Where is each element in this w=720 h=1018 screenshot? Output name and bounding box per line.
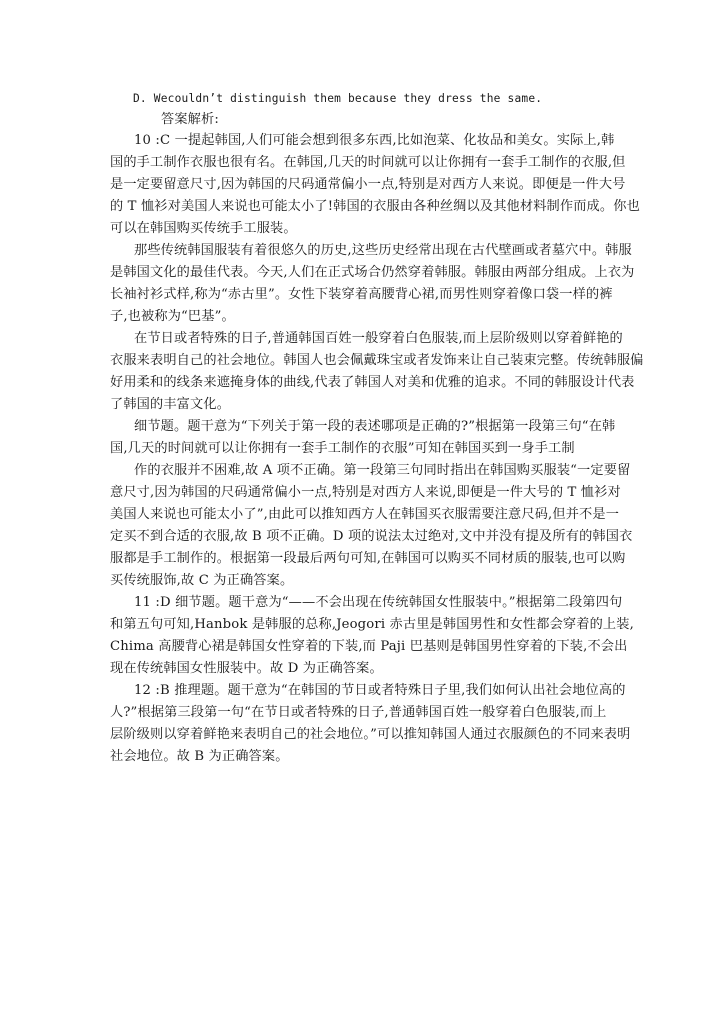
text-line: 现在传统韩国女性服装中。故 D 为正确答案。 (110, 661, 383, 676)
text-line: 和第五句可知,Hanbok 是韩服的总称,Jeogori 赤古里是韩国男性和女性都会穿着的上装, (110, 617, 634, 632)
text-line: 社会地位。故 B 为正确答案。 (110, 749, 289, 764)
text-line: 了韩国的丰富文化。 (110, 397, 231, 412)
text-line: 子,也被称为“巴基”。 (110, 309, 235, 324)
text-line: 好用柔和的线条来遮掩身体的曲线,代表了韩国人对美和优雅的追求。不同的韩服设计代表 (110, 375, 635, 390)
text-line: 10 :C 一提起韩国,人们可能会想到很多东西,比如泡菜、化妆品和美女。实际上,韩 (134, 133, 615, 148)
text-line: 人?”根据第三段第一句“在节日或者特殊的日子,普通韩国百姓一般穿着白色服装,而上 (110, 705, 607, 720)
text-line: 细节题。题干意为“下列关于第一段的表述哪项是正确的?”根据第一段第三句“在韩 (134, 419, 616, 434)
text-line: 长袖衬衫式样,称为“赤古里”。女性下装穿着高腰背心裙,而男性则穿着像口袋一样的裤 (110, 287, 613, 302)
text-line: 的 T 恤衫对美国人来说也可能太小了!韩国的衣服由各种丝绸以及其他材料制作而成。你也 (110, 199, 640, 214)
text-line: 意尺寸,因为韩国的尺码通常偏小一点,特别是对西方人来说,即便是一件大号的 T 恤衫对 (110, 485, 621, 500)
text-line: 定买不到合适的衣服,故 B 项不正确。D 项的说法太过绝对,文中并没有提及所有的韩国衣 (110, 529, 633, 544)
text-line: 层阶级则以穿着鲜艳来表明自己的社会地位。”可以推知韩国人通过衣服颜色的不同来表明 (110, 727, 631, 742)
text-line: 服都是手工制作的。根据第一段最后两句可知,在韩国可以购买不同材质的服装,也可以购 (110, 551, 626, 566)
text-line: 12 :B 推理题。题干意为“在韩国的节日或者特殊日子里,我们如何认出社会地位高的 (134, 683, 626, 698)
text-line: Chima 高腰背心裙是韩国女性穿着的下装,而 Paji 巴基则是韩国男性穿着的下装,不会出 (110, 639, 628, 654)
text-line: 是韩国文化的最佳代表。今天,人们在正式场合仍然穿着韩服。韩服由两部分组成。上衣为 (110, 265, 635, 280)
text-line: 那些传统韩国服装有着很悠久的历史,这些历史经常出现在古代壁画或者墓穴中。韩服 (134, 243, 632, 258)
text-line: 美国人来说也可能太小了”,由此可以推知西方人在韩国买衣服需要注意尺码,但并不是一 (110, 507, 620, 522)
answer-heading: 答案解析: (161, 112, 219, 127)
text-line: 在节日或者特殊的日子,普通韩国百姓一般穿着白色服装,而上层阶级则以穿着鲜艳的 (134, 331, 623, 346)
text-line: 是一定要留意尺寸,因为韩国的尺码通常偏小一点,特别是对西方人来说。即便是一件大号 (110, 177, 626, 192)
text-line: 国的手工制作衣服也很有名。在韩国,几天的时间就可以让你拥有一套手工制作的衣服,但 (110, 155, 626, 170)
text-line: 11 :D 细节题。题干意为“——不会出现在传统韩国女性服装中。”根据第二段第四句 (134, 595, 623, 610)
text-line: 衣服来表明自己的社会地位。韩国人也会佩戴珠宝或者发饰来让自己装束完整。传统韩服偏 (110, 353, 644, 368)
text-line: 可以在韩国购买传统手工服装。 (110, 221, 297, 236)
text-line: 买传统服饰,故 C 为正确答案。 (110, 573, 294, 588)
text-line: 国,几天的时间就可以让你拥有一套手工制作的衣服”可知在韩国买到一身手工制 (110, 441, 575, 456)
option-d-text: D. Wecouldn’t distinguish them because they dress the same. (133, 92, 543, 105)
text-line: 作的衣服并不困难,故 A 项不正确。第一段第三句同时指出在韩国购买服装“一定要留 (134, 463, 631, 478)
